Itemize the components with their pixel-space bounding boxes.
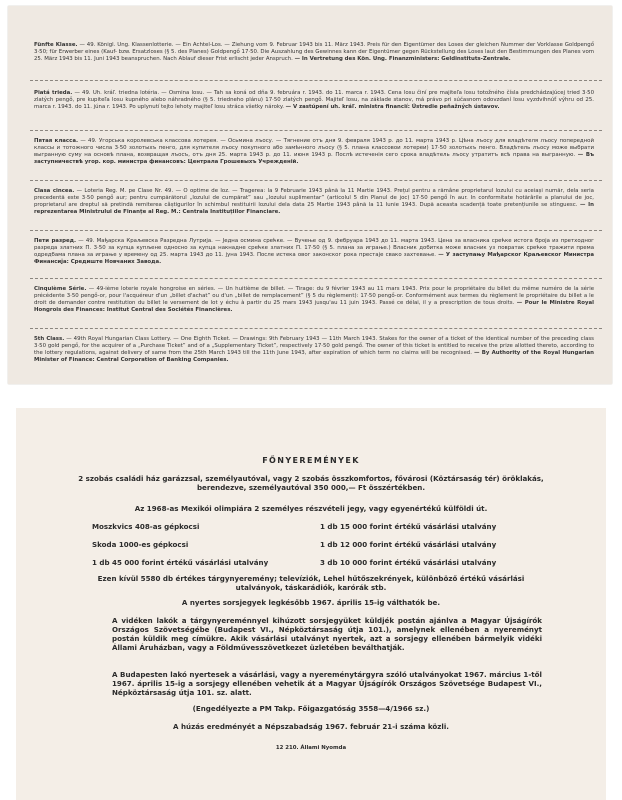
prize-left-1: Moszkvics 408-as gépkocsi: [92, 522, 200, 531]
section-lead: Пети разред.: [34, 238, 76, 244]
rural-winners-text: [112, 616, 542, 652]
section-text: — 49th Royal Hungarian Class Lottery. — One Eighth Ticket. — Drawings: 9th February 1943 — 11th March 1943. Stakes for the owner of a ticket of the identical number of the preceding class 3·50 gold pengő, for the acquirer of a „Purchase Ticket” and of a „Supplementary Ticket”, respectively 17·50 gold pengő. The owner of this ticket is entitled to receive the prize allotted thereto, according to the lottery regulations, against delivery of same from the 25th March 1943 till the 11th June 1943, after expiration of which term no claims will be recognised.: [34, 336, 594, 357]
prize-list-title: FŐNYEREMÉNYEK: [262, 456, 360, 465]
budapest-winners-text: [112, 670, 542, 697]
section-lead: Fünfte Klasse.: [34, 42, 78, 48]
draw-results-note: A húzás eredményét a Népszabadság 1967. február 21-i száma közli.: [173, 722, 449, 731]
olympic-prize-text: Az 1968-as Mexikói olimpiára 2 személyes részvételi jegy, vagy egyenértékű külföldi út.: [134, 504, 488, 513]
section-text: — 49. Угорська королевська классова лотерея. — Осьмина лъосу. — Тягнение отъ дня 9. февраля 1943 р. до 11. марта 1943 р. Цѣна лъосу для владѣтеля лъосу попередной классы и тотожного числа 3·50 золотыхъ пенго, для купителя лъосу покупного або замѣнного лъосу (§ 5. плана классовои лотереи) 17·50 золотыхъ пенго. Владѣтель лъосу може выбрати выгранную суму на основѣ плана, возвращая лъосъ, отъ дня 25. марта 1943 р. до 11. июня 1943 р. Послѣ истеченія сего срока владѣтель лъосу утратитъ всѣ права на выгранную.: [34, 138, 594, 159]
divider: [30, 230, 602, 231]
printer-imprint: 12 210. Állami Nyomda: [275, 745, 347, 751]
prize-left-3: 1 db 45 000 forint értékű vásárlási utalvány: [92, 558, 269, 567]
section-english: [34, 336, 594, 364]
section-signature: — In reprezentarea Ministrului de Finanțe al Reg. M.: Centrala Instituțiilor Financiare.: [34, 202, 594, 216]
main-prize-text: 2 szobás családi ház garázzsal, személyautóval, vagy 2 szobás összkomfortos, fővárosi (Köztársaság tér) öröklakás, berendezve, személyautóval 350 000,— Ft összértékben.: [78, 474, 544, 492]
section-text: — 49-ième loterie royale hongroise en séries. — Un huitième de billet. — Tirage: du 9 février 1943 au 11 mars 1943. Prix pour le propriétaire du billet du même numéro de la série précédente 3·50 pengő-or, pour l'acquéreur d'un „billet d'achat” ou d'un „billet de remplacement” (§ 5 du règlement): 17·50 pengő-or. Conformément aux termes du règlement le propriétaire du billet a le droit de demander contre restitution du billet le versement de lot y échu à partir du 25 mars 1943 jusqu'au 11 juin 1943. Passé ce délai, il y a prescription de tous droits.: [34, 286, 595, 307]
rural-winners-body: a tárgynyereménnyel kihúzott sorsjegyüket küldjék postán ajánlva a Magyar Újságírók Országos Szövetségébe (Budapest VI., Népköztársaság útja 101.), amelynek ellenében a nyereményt postán küldik meg címükre. Akik vásárlási utalványt nyertek, azt a sorsjegy ellenében bármelyik vidéki Állami Áruházban, vagy a Földművesszövetkezet üzletében beválthatják.: [112, 616, 542, 652]
permit-note: (Engedélyezte a PM Takp. Főigazgatóság 3558—4/1966 sz.): [192, 704, 430, 713]
section-german: [34, 42, 594, 63]
divider: [30, 80, 602, 81]
divider: [30, 278, 602, 279]
section-lead: Piatá trieda.: [34, 90, 73, 96]
prize-right-1: 1 db 15 000 forint értékű vásárlási utalvány: [320, 522, 497, 531]
prize-right-3: 3 db 10 000 forint értékű vásárlási utalvány: [320, 558, 497, 567]
section-text: — 49. Königl. Ung. Klassenlotterie. — Ein Achtel-Los. — Ziehung vom 9. Februar 1943 bis 11. März 1943. Preis für den Eigentümer des Loses der gleichen Nummer der Vorklasse Goldpengő 3·50; für Erwerber eines (Kauf- bzw. Ersatzloses (§ 5. des Planes) Goldpengő 17·50. Die Auszahlung des Gewinnes kann der Eigentümer gegen Rückstellung des Loses laut den Bestimmungen des Planes vom 25. März 1943 bis 11. Juni 1943 beanspruchen. Nach Ablauf dieser Frist erlischt jeder Anspruch.: [34, 42, 594, 63]
section-text: — 49. Мађарска Краљевска Разредна Лутрија. — Једна осмина срећке. — Вучење од 9. фебруара 1943 до 11. марта 1943. Цена за власника срећке истога броја из претходног разреда златних П. 3·50 за купца купљене односно за купца накнадне срећке златних П. 17·50 (§ 5. плана за играње.) Власник добитка може власник уз повратак срећке тражити према одредбама плана за играње у времену од 25. марта 1943 до 11. јуна 1943. После истека овог законског рока престаје свако захтевање.: [34, 238, 594, 259]
section-signature: — By Authority of the Royal Hungarian Minister of Finance: Central Corporation of Banking Companies.: [34, 350, 595, 364]
budapest-winners-lead: A Budapesten lakó nyertesek: [112, 670, 230, 679]
rural-winners-lead: A vidéken lakók: [112, 616, 178, 625]
section-lead: Пятая класса.: [34, 138, 79, 144]
section-lead: Clasa cincea.: [34, 188, 75, 194]
section-ruthenian: [34, 138, 594, 166]
divider: [30, 328, 602, 329]
lottery-ticket-back: [8, 6, 612, 384]
section-text: — 49. Uh. kráľ. triedna lotéria. — Osmina losu. — Tah sa koná od dňa 9. februára r. 1943. do 11. marca r. 1943. Cena losu činí pre majiteľa losu totožného čísla predchádzajúcej tried 3·50 zlatých pengő, pre kupiteľa losu kupného alebo náhradného (§ 5. triedneho plánu) 17·50 zlatých pengő. Majiteľ losu, na základe stanov, má právo pri súčasnom odovzdaní losu vyzdvihnúť výhru od 25. marca r. 1943. do 11. júna r. 1943. Po uplynutí tejto lehoty majiteľ losu stráca všetky nároky.: [34, 90, 594, 111]
divider: [30, 180, 602, 181]
section-lead: 5th Class.: [34, 336, 65, 342]
section-text: — Loteria Reg. M. pe Clase Nr. 49. — O optime de loz. — Tragerea: la 9 Februarie 1943 până la 11 Martie 1943. Prețul pentru a rămâne proprietarul lozului cu aceiași număr, dela seria precedentă este 3·50 pengő aur; pentru cumpărătorul „lozului de cumpărat” sau „lozului suplimentar” (articolul 5 din Planul de joc) 17·50 pengő în aur. In conformitate hotărârile a planului de joc, proprietarul are dreptul să pretindă remiterea câștigurilor în schimbul restituirii lozului dela data 25 Martie 1943 până la 11 Iunie 1943. După aceasta scadență toate pretențiunile se stinguesc.: [34, 188, 594, 209]
section-signature: — У заступању Мађарског Краљевског Министра Финансија: Средиште Новчаних Завода.: [34, 252, 595, 266]
lottery-prize-list: [16, 408, 606, 800]
section-signature: — V zastúpení uh. kráľ. ministra financií: Ústredie peňažných ústavov.: [285, 104, 500, 111]
section-signature: — Pour le Ministre Royal Hongrois des Finances: Institut Central des Sociétés Financières.: [34, 300, 594, 314]
section-signature: — In Vertretung des Kön. Ung. Finanzministers: Geldinstituts-Zentrale.: [294, 56, 511, 63]
section-romanian: [34, 188, 594, 216]
budapest-winners-body: a vásárlási, vagy a nyereménytárgyra szóló utalványokat 1967. március 1-től 1967. április 15-ig a sorsjegy ellenében vehetik át a Magyar Újságírók Országos Szövetsége Budapest VI., Népköztársaság útja 101. sz. alatt.: [112, 670, 542, 697]
other-prizes-text: Ezen kívül 5580 db értékes tárgynyeremény; televíziók, Lehel hűtőszekrények, különböző értékű vásárlási utalványok, táskarádiók, karórák stb.: [97, 574, 525, 592]
prize-right-2: 1 db 12 000 forint értékű vásárlási utalvány: [320, 540, 497, 549]
redemption-deadline: A nyertes sorsjegyek legkésőbb 1967. április 15-ig válthatók be.: [181, 598, 441, 607]
section-signature: — Въ заступничествѣ угор. кор. министра финансовъ: Централа Грошевыхъ Учрежденій.: [34, 152, 594, 166]
prize-left-2: Skoda 1000-es gépkocsi: [92, 540, 189, 549]
section-slovak: [34, 90, 594, 111]
section-lead: Cinquième Série.: [34, 286, 87, 292]
section-serbian: [34, 238, 594, 266]
section-french: [34, 286, 594, 314]
divider: [30, 130, 602, 131]
